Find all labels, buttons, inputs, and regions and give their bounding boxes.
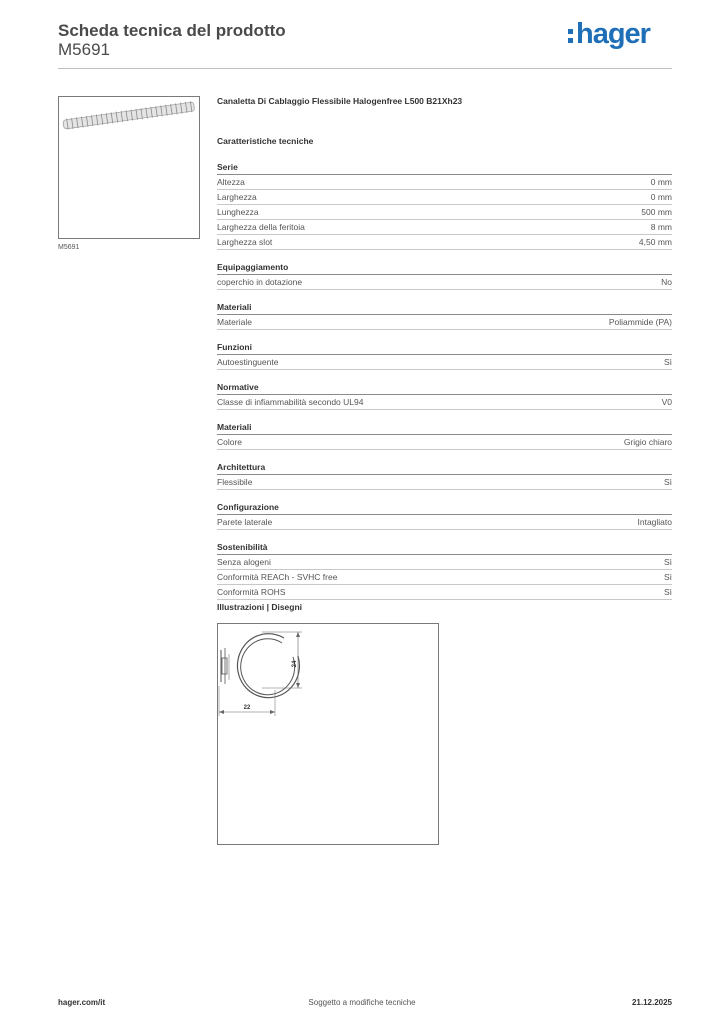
spec-row: [217, 175, 672, 190]
spec-value: Sì: [663, 572, 672, 582]
dimension-width-label: 22: [243, 705, 251, 711]
spec-label: Flessibile: [217, 477, 253, 487]
spec-value: Intagliato: [637, 517, 672, 527]
spec-value: Sì: [663, 587, 672, 597]
section-title: Normative: [217, 380, 672, 395]
section-title: Architettura: [217, 460, 672, 475]
spec-row: [217, 435, 672, 450]
spec-value: 0 mm: [650, 177, 672, 187]
dimension-height-label: 24: [292, 660, 298, 668]
footer-website-link[interactable]: hager.com/it: [58, 998, 106, 1007]
section-title: Equipaggiamento: [217, 260, 672, 275]
spec-label: Parete laterale: [217, 517, 273, 527]
spec-label: Larghezza slot: [217, 237, 273, 247]
section-title: Serie: [217, 160, 672, 175]
spec-label: coperchio in dotazione: [217, 277, 303, 287]
spec-label: Senza alogeni: [217, 557, 271, 567]
hager-logo[interactable]: [568, 18, 650, 51]
cable-duct-photo-icon: [59, 97, 199, 238]
footer-note: Soggetto a modifiche tecniche: [308, 998, 416, 1007]
section-title: Funzioni: [217, 340, 672, 355]
spec-label: Classe di infiammabilità secondo UL94: [217, 397, 364, 407]
spec-content: [217, 94, 672, 610]
spec-label: Larghezza della feritoia: [217, 222, 305, 232]
spec-label: Conformità REACh - SVHC free: [217, 572, 338, 582]
spec-value: Sì: [663, 557, 672, 567]
spec-row: [217, 515, 672, 530]
section-sostenibilita: [217, 540, 672, 600]
spec-row: [217, 205, 672, 220]
section-architettura: [217, 460, 672, 490]
spec-row: [217, 275, 672, 290]
spec-value: Sì: [663, 357, 672, 367]
spec-row: [217, 395, 672, 410]
specs-subtitle: Caratteristiche tecniche: [217, 136, 314, 146]
spec-row: [217, 585, 672, 600]
spec-row: [217, 570, 672, 585]
section-equipaggiamento: [217, 260, 672, 290]
spec-label: Larghezza: [217, 192, 257, 202]
spec-value: Grigio chiaro: [623, 437, 672, 447]
spec-label: Colore: [217, 437, 243, 447]
section-materiali-colore: [217, 420, 672, 450]
logo-text: hager: [576, 18, 650, 50]
section-title: Sostenibilità: [217, 540, 672, 555]
product-title: Canaletta Di Cablaggio Flessibile Halogenfree L500 B21Xh23: [217, 96, 463, 106]
section-serie: [217, 160, 672, 250]
section-title: Materiali: [217, 420, 672, 435]
page-title: Scheda tecnica del prodotto: [58, 21, 286, 40]
section-title: Configurazione: [217, 500, 672, 515]
illustrations-title: Illustrazioni | Disegni: [217, 602, 303, 612]
spec-row: [217, 355, 672, 370]
header-divider: [58, 68, 672, 69]
spec-label: Conformità ROHS: [217, 587, 286, 597]
spec-row: [217, 235, 672, 250]
spec-value: No: [661, 277, 672, 287]
section-funzioni: [217, 340, 672, 370]
spec-row: [217, 555, 672, 570]
section-configurazione: [217, 500, 672, 530]
spec-value: 500 mm: [641, 207, 672, 217]
section-title: Materiali: [217, 300, 672, 315]
spec-row: [217, 190, 672, 205]
spec-value: 4,50 mm: [638, 237, 672, 247]
photo-caption: M5691: [58, 244, 80, 251]
spec-row: [217, 220, 672, 235]
cross-section-drawing-icon: [218, 624, 438, 844]
spec-label: Lunghezza: [217, 207, 259, 217]
logo-dots-icon: [568, 25, 574, 45]
spec-value: 8 mm: [650, 222, 672, 232]
section-materiali: [217, 300, 672, 330]
product-photo: [58, 96, 200, 239]
spec-row: [217, 315, 672, 330]
spec-label: Altezza: [217, 177, 245, 187]
spec-row: [217, 475, 672, 490]
spec-label: Autoestinguente: [217, 357, 279, 367]
spec-value: Poliammide (PA): [608, 317, 672, 327]
spec-value: Sì: [663, 477, 672, 487]
product-code: M5691: [58, 40, 110, 59]
spec-value: V0: [661, 397, 672, 407]
spec-value: 0 mm: [650, 192, 672, 202]
spec-label: Materiale: [217, 317, 252, 327]
section-normative: [217, 380, 672, 410]
technical-drawing: [217, 623, 439, 845]
footer-date: 21.12.2025: [631, 998, 672, 1007]
